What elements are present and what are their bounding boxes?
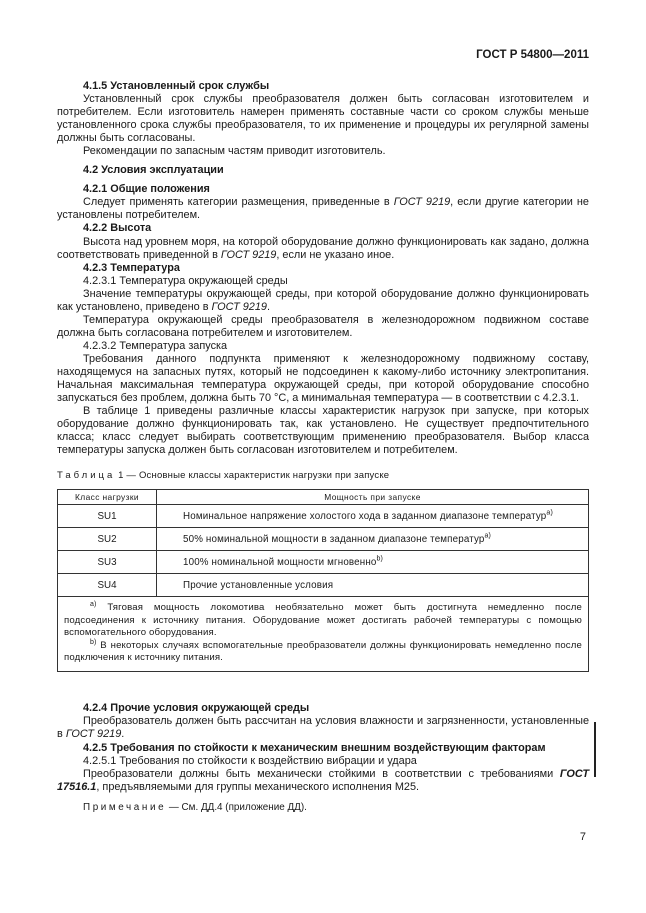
footnote-a: $^{a)}$ Тяговая мощность локомотива необязательно может быть достигнута немедленно после подсоединения к источнику питания. Оборудование может достигать рабочей температуры с помощью вспомогательного оборудования. <box>64 601 582 639</box>
section-4-2-3-title: 4.2.3 Температура <box>83 261 180 274</box>
section-4-2-1-para: Следует применять категории размещения, приведенные в ГОСТ 9219, если другие категории не установлены потребителем. <box>57 196 589 222</box>
table-row <box>58 574 589 597</box>
section-4-2-3-1-para-2: Температура окружающей среды преобразователя в железнодорожном подвижном составе должна быть согласована потребителем и изготовителем. <box>57 313 589 339</box>
start-power-cell: 100% номинальной мощности мгновенно$^{b)}$ <box>157 551 589 574</box>
ref-gost-9219: ГОСТ 9219 <box>393 196 451 209</box>
ref-gost-17516-1: ГОСТ 17516.1 <box>57 767 589 793</box>
section-4-2-4-title: 4.2.4 Прочие условия окружающей среды <box>83 702 310 715</box>
change-bar <box>594 722 596 777</box>
note: Примечание — См. ДД.4 (приложение ДД). <box>83 801 307 813</box>
load-class-cell: SU4 <box>58 574 157 597</box>
section-4-1-5-para-2: Рекомендации по запасным частям приводит изготовитель. <box>83 145 386 158</box>
section-4-2-2-title: 4.2.2 Высота <box>83 222 152 235</box>
load-class-cell: SU1 <box>58 505 157 528</box>
column-header-load-class: Класс нагрузки <box>58 490 157 505</box>
section-4-2-5-1-para: Преобразователи должны быть механически стойкими в соответствии с требованиями ГОСТ 17516.1, предъявляемыми для группы механического исполнения М25. <box>57 767 589 793</box>
section-4-2-4-para: Преобразователь должен быть рассчитан на условия влажности и загрязненности, установленные в ГОСТ 9219. <box>57 715 589 741</box>
section-4-2-3-1-title: 4.2.3.1 Температура окружающей среды <box>83 274 288 287</box>
ref-gost-9219: ГОСТ 9219 <box>211 300 267 313</box>
section-4-2-2-para: Высота над уровнем моря, на которой оборудование должно функционировать как задано, должна соответствовать приведенной в ГОСТ 9219, если не указано иное. <box>57 235 589 261</box>
section-4-2-5-1-title: 4.2.5.1 Требования по стойкости к воздействию вибрации и удара <box>83 754 417 767</box>
section-4-2-3-2-title: 4.2.3.2 Температура запуска <box>83 339 228 352</box>
ref-gost-9219: ГОСТ 9219 <box>65 728 122 741</box>
section-4-1-5-title: 4.1.5 Установленный срок службы <box>83 80 270 92</box>
section-4-1-5-para-1: Установленный срок службы преобразователя должен быть согласован изготовителем и потребителем. Если изготовитель намерен применять составные части со сроком службы меньше установленного срока службы преобразователя, то их применение и процедуры их регулярной замены должны быть согласованы. <box>57 93 589 145</box>
column-header-start-power: Мощность при запуске <box>157 490 589 505</box>
section-4-2-5-title: 4.2.5 Требования по стойкости к механическим внешним воздействующим факторам <box>83 741 546 754</box>
table-caption: Таблица 1 — Основные классы характеристик нагрузки при запуске <box>57 470 390 482</box>
section-4-2-1-title: 4.2.1 Общие положения <box>83 183 210 196</box>
footnote-b: $^{b)}$ В некоторых случаях вспомогательные преобразователи должны функционировать немедленно после подключения к источнику питания. <box>64 638 582 663</box>
page-number: 7 <box>579 831 586 843</box>
start-power-cell: 50% номинальной мощности в заданном диапазоне температур$^{a)}$ <box>157 528 589 551</box>
start-power-cell: Номинальное напряжение холостого хода в заданном диапазоне температур$^{a)}$ <box>157 505 589 528</box>
table-row <box>58 505 589 528</box>
table-row <box>58 551 589 574</box>
table-row <box>58 528 589 551</box>
table-footnotes <box>58 597 589 672</box>
start-power-cell: Прочие установленные условия <box>157 574 589 597</box>
doc-header: ГОСТ Р 54800—2011 <box>476 49 589 61</box>
section-4-2-title: 4.2 Условия эксплуатации <box>83 164 224 177</box>
section-4-2-3-2-para-2: В таблице 1 приведены различные классы характеристик нагрузок при запуске, при которых оборудование должно функционировать так, как установлено. Не существует предпочтительного класса; класс следует выбирать соответствующим применению преобразователя. Выбор класса температуры запуска должен быть согласован изготовителем и потребителем. <box>57 405 589 457</box>
section-4-2-3-2-para-1: Требования данного подпункта применяют к железнодорожному подвижному составу, находящемуся на запасных путях, который не подсоединен к какому-либо источнику электропитания. Начальная максимальная температура окружающей среды, при которой оборудование способно запускаться без проблем, должна быть 70 °C, а минимальная температура — в соответствии с 4.2.3.1. <box>57 352 589 405</box>
page-content <box>57 80 589 814</box>
load-class-table <box>57 489 589 672</box>
ref-gost-9219: ГОСТ 9219 <box>220 248 277 261</box>
load-class-cell: SU2 <box>58 528 157 551</box>
table-header-row <box>58 490 589 505</box>
load-class-cell: SU3 <box>58 551 157 574</box>
section-4-2-3-1-para-1: Значение температуры окружающей среды, при которой оборудование должно функционировать как установлено, приведено в ГОСТ 9219. <box>57 287 589 313</box>
table-notes-row <box>58 597 589 672</box>
